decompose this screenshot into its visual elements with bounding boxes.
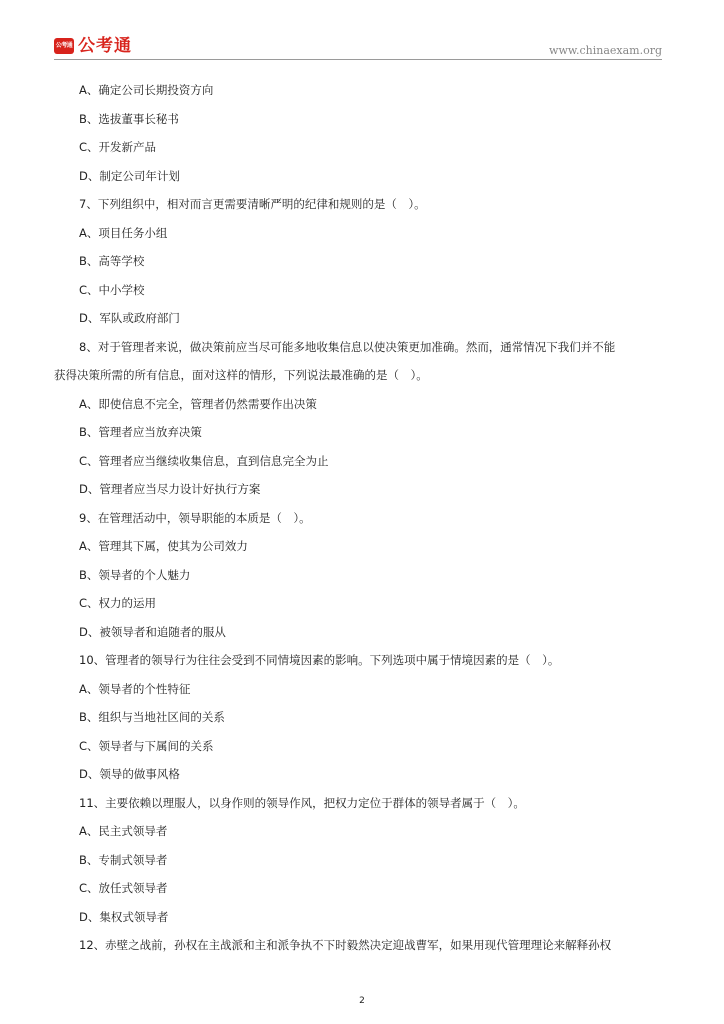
answer-option: D、领导的做事风格 [79, 767, 180, 781]
answer-option: B、高等学校 [79, 254, 145, 268]
answer-option: A、民主式领导者 [79, 824, 168, 838]
page-number: 2 [359, 996, 365, 1006]
answer-option: C、领导者与下属间的关系 [79, 738, 214, 753]
answer-option: C、管理者应当继续收集信息，直到信息完全为止 [79, 453, 329, 468]
answer-option: B、选拔董事长秘书 [79, 111, 179, 126]
answer-option: B、专制式领导者 [79, 852, 168, 867]
answer-option: B、管理者应当放弃决策 [79, 425, 202, 439]
question-text: 7、下列组织中，相对而言更需要清晰严明的纪律和规则的是（ ）。 [79, 197, 426, 211]
answer-option: C、放任式领导者 [79, 881, 168, 895]
logo-badge: 公考通 [54, 38, 74, 54]
answer-option: C、中小学校 [79, 282, 145, 297]
answer-option: A、管理其下属，使其为公司效力 [79, 539, 248, 553]
answer-option: C、开发新产品 [79, 140, 157, 154]
header-divider [54, 59, 662, 60]
answer-option: D、制定公司年计划 [79, 168, 180, 183]
answer-option: C、权力的运用 [79, 596, 157, 610]
answer-option: A、项目任务小组 [79, 225, 168, 240]
question-text: 8、对于管理者来说，做决策前应当尽可能多地收集信息以使决策更加准确。然而，通常情况下我们并不能 [79, 339, 616, 354]
answer-option: D、军队或政府部门 [79, 311, 180, 325]
logo-text: 公考通 [78, 36, 132, 56]
question-text: 9、在管理活动中，领导职能的本质是（ ）。 [79, 510, 311, 525]
brand-logo [54, 36, 132, 56]
answer-option: B、组织与当地社区间的关系 [79, 710, 225, 724]
document-body [54, 76, 670, 960]
question-text: 10、管理者的领导行为往往会受到不同情境因素的影响。下列选项中属于情境因素的是（ ）。 [79, 653, 560, 667]
answer-option: D、集权式领导者 [79, 909, 169, 924]
page-header [54, 34, 662, 60]
answer-option: A、即使信息不完全，管理者仍然需要作出决策 [79, 396, 317, 411]
question-text: 11、主要依赖以理服人，以身作则的领导作风，把权力定位于群体的领导者属于（ ）。 [79, 795, 525, 810]
answer-option: B、领导者的个人魅力 [79, 567, 191, 582]
question-text: 12、赤壁之战前，孙权在主战派和主和派争执不下时毅然决定迎战曹军，如果用现代管理理论来解释孙权 [79, 938, 612, 952]
question-text-continued: 获得决策所需的所有信息，面对这样的情形，下列说法最准确的是（ ）。 [54, 368, 428, 382]
answer-option: D、管理者应当尽力设计好执行方案 [79, 482, 261, 496]
answer-option: D、被领导者和追随者的服从 [79, 624, 226, 639]
answer-option: A、领导者的个性特征 [79, 681, 191, 696]
answer-option: A、确定公司长期投资方向 [79, 83, 214, 97]
site-url: www.chinaexam.org [549, 44, 662, 57]
